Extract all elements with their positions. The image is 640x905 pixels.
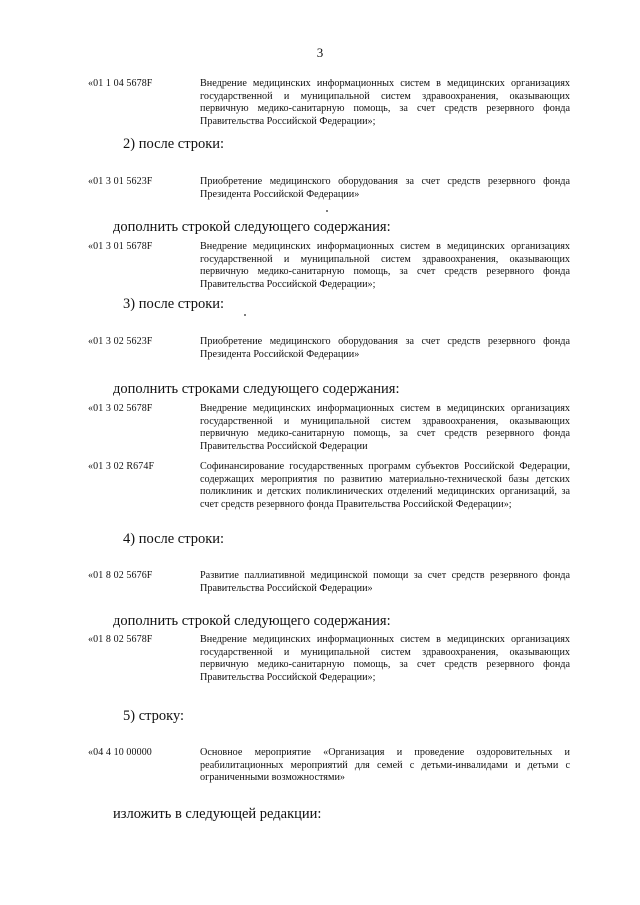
section-heading: 4) после строки: xyxy=(123,531,225,547)
budget-code: «01 3 02 5678F xyxy=(88,403,153,414)
budget-description: Внедрение медицинских информационных систем в медицинских организациях государственной и муниципальной систем здравоохранения, оказывающих первичную медико-санитарную помощь, за счет средств резервного фонда Правительства Российской Федерации»; xyxy=(200,634,570,683)
budget-description: Софинансирование государственных программ субъектов Российской Федерации, содержащих мероприятия по развитию материально-технической базы детских поликлиник и детских поликлинических отделений медицинских организаций, за счет средств резервного фонда Правительства Российской Федерации»; xyxy=(200,461,570,510)
section-heading: дополнить строками следующего содержания: xyxy=(113,381,400,397)
section-heading: 5) строку: xyxy=(123,708,185,724)
budget-code: «01 8 02 5678F xyxy=(88,634,153,645)
scan-speck xyxy=(244,314,246,316)
budget-code: «01 3 02 R674F xyxy=(88,461,155,472)
budget-description: Внедрение медицинских информационных систем в медицинских организациях государственной и муниципальной систем здравоохранения, оказывающих первичную медико-санитарную помощь, за счет средств резервного фонда Правительства Российской Федерации xyxy=(200,403,570,452)
budget-description: Развитие паллиативной медицинской помощи за счет средств резервного фонда Правительства Российской Федерации» xyxy=(200,570,570,594)
section-heading: 2) после строки: xyxy=(123,136,225,152)
page-number: 3 xyxy=(316,45,324,60)
budget-code: «01 8 02 5676F xyxy=(88,570,153,581)
section-heading: изложить в следующей редакции: xyxy=(113,806,322,822)
scan-speck xyxy=(326,210,328,212)
budget-code: «04 4 10 00000 xyxy=(88,747,152,758)
budget-description: Внедрение медицинских информационных систем в медицинских организациях государственной и муниципальной систем здравоохранения, оказывающих первичную медико-санитарную помощь, за счет средств резервного фонда Правительства Российской Федерации»; xyxy=(200,241,570,290)
budget-code: «01 3 01 5623F xyxy=(88,176,153,187)
budget-code: «01 1 04 5678F xyxy=(88,78,153,89)
budget-description: Приобретение медицинского оборудования за счет средств резервного фонда Президента Российской Федерации» xyxy=(200,176,570,200)
section-heading: дополнить строкой следующего содержания: xyxy=(113,219,391,235)
budget-description: Внедрение медицинских информационных систем в медицинских организациях государственной и муниципальной систем здравоохранения, оказывающих первичную медико-санитарную помощь, за счет средств резервного фонда Правительства Российской Федерации»; xyxy=(200,78,570,127)
budget-description: Приобретение медицинского оборудования за счет средств резервного фонда Президента Российской Федерации» xyxy=(200,336,570,360)
section-heading: 3) после строки: xyxy=(123,296,225,312)
section-heading: дополнить строкой следующего содержания: xyxy=(113,613,391,629)
budget-description: Основное мероприятие «Организация и проведение оздоровительных и реабилитационных мероприятий для семей с детьми-инвалидами и детьми с ограниченными возможностями» xyxy=(200,747,570,783)
budget-code: «01 3 01 5678F xyxy=(88,241,153,252)
budget-code: «01 3 02 5623F xyxy=(88,336,153,347)
